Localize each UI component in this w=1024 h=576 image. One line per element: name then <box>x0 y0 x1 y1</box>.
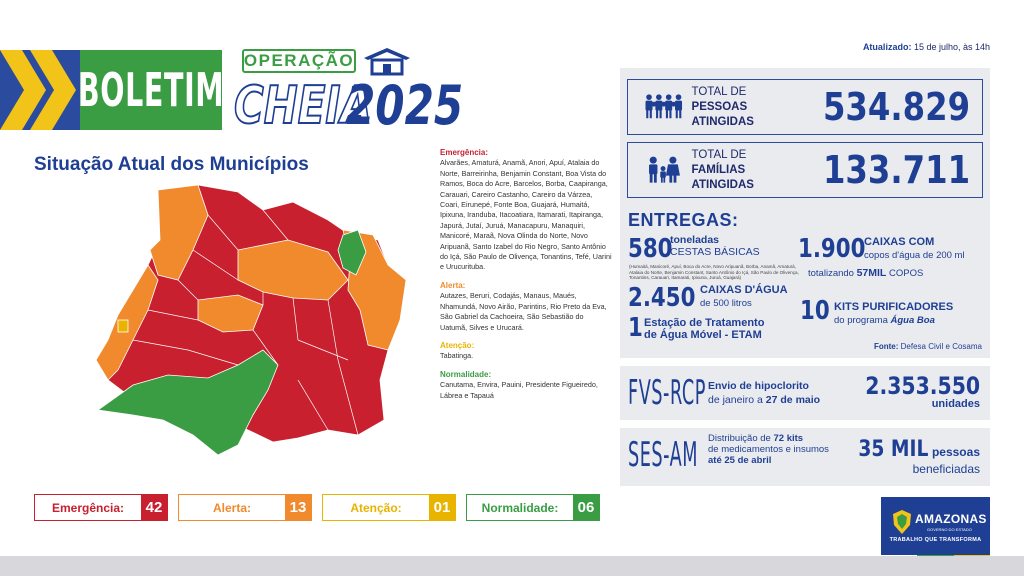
stat-familias-value: 133.711 <box>822 148 970 192</box>
alerta-heading: Alerta: <box>440 280 466 290</box>
house-icon <box>360 46 414 76</box>
caixas-agua-label-1: CAIXAS D'ÁGUA <box>700 284 788 296</box>
caixas-label-2: copos d'água de 200 ml <box>864 250 965 261</box>
stat-pessoas-value: 534.829 <box>822 85 970 129</box>
source-note: Fonte: Defesa Civil e Cosama <box>873 342 982 351</box>
fvs-rcp-value: 2.353.550 unidades <box>865 372 980 410</box>
legend-count: 06 <box>573 495 599 520</box>
fvs-rcp-code: FVS-RCP <box>628 373 706 413</box>
caixas-value: 1.900 <box>798 234 866 264</box>
caixas-label-1: CAIXAS COM <box>864 236 935 248</box>
operacao-label: OPERAÇÃO <box>242 49 356 73</box>
fvs-rcp-description: Envio de hipoclorito de janeiro a 27 de maio <box>708 380 821 406</box>
map-title: Situação Atual dos Municípios <box>34 154 309 175</box>
emergencia-list: Alvarães, Amaturá, Anamã, Anori, Apuí, Atalaia do Norte, Barreirinha, Benjamin Constant, Boa Vista do Ramos, Boca do Acre, Barcelos, Borba, Caapiranga, Carauari, Careiro Castanho, Careiro da Várzea, Coari, Eirunepé, Fonte Boa, Guajará, Humaitá, Ipixuna, Iranduba, Itacoatiara, Itamarati, Itapiranga, Japurá, Jutaí, Juruá, Manacapuru, Manaquiri, Manicoré, Maraã, Nova Olinda do Norte, Novo Aripuanã, Santo Izabel do Rio Negro, Santo Antônio do Içá, São Paulo de Olivença, Tonantins, Tefé, Uarini e Urucurituba. <box>440 158 612 272</box>
alerta-list: Autazes, Beruri, Codajás, Manaus, Maués, Nhamundá, Novo Airão, Parintins, Rio Preto da Eva, São Gabriel da Cachoeira, São Sebastião do Uatumã, Silves e Urucará. <box>440 291 607 332</box>
legend-normalidade <box>466 494 600 521</box>
legend-label: Alerta: <box>212 500 251 515</box>
amazonas-government-logo <box>881 497 990 561</box>
entrega-cestas <box>628 234 760 264</box>
normalidade-list: Canutama, Envira, Pauini, Presidente Figueiredo, Lábrea e Tapauá <box>440 380 598 400</box>
legend-atencao <box>322 494 456 521</box>
entrega-caixas <box>798 234 965 279</box>
logo-name: AMAZONAS <box>915 512 987 526</box>
entrega-caixas-agua <box>628 283 788 313</box>
ses-am-code: SES-AM <box>628 435 699 475</box>
year-title: 2025 <box>346 74 464 137</box>
cheia-title: CHEIA <box>234 76 372 136</box>
cestas-municipios-note: (Humaitá, Manicoré, Apuí, Boca do Acre, Novo Aripuanã, Borba, Anamã, Amaturá, Atalaia do Norte, Benjamin Constant, Santo Antônio do Içá, São Paulo de Olivença, Tonantins, Carauari, Itamarati, Ipixuna, Juruá, Guajará) <box>629 264 799 281</box>
emergencia-heading: Emergência: <box>440 148 489 157</box>
kits-label-1: KITS PURIFICADORES <box>834 301 954 313</box>
caixas-label-3: totalizando 57MIL COPOS <box>808 267 924 279</box>
legend-label: Emergência: <box>51 500 125 515</box>
ses-am-description: Distribuição de 72 kits de medicamentos e insumos até 25 de abril <box>708 433 829 466</box>
logo-gov: GOVERNO DO ESTADO <box>927 527 972 532</box>
entregas-heading: ENTREGAS: <box>628 210 739 230</box>
caixas-agua-value: 2.450 <box>628 283 696 313</box>
cestas-label: toneladas CESTAS BÁSICAS <box>670 234 760 258</box>
kits-label-2: do programa Água Boa <box>834 315 935 326</box>
atencao-heading: Atenção: <box>440 340 475 350</box>
caixas-agua-label-2: de 500 litros <box>700 298 752 309</box>
municipality-lists <box>440 148 612 409</box>
chevron-stripes-decoration <box>0 50 80 130</box>
legend-label: Normalidade: <box>481 500 559 515</box>
entrega-etam <box>628 313 765 343</box>
legend-emergencia <box>34 494 168 521</box>
stat-familias <box>627 142 983 198</box>
legend-label: Atenção: <box>350 500 402 515</box>
stat-pessoas <box>627 79 983 135</box>
legend-alerta <box>178 494 312 521</box>
logo-slogan: TRABALHO QUE TRANSFORMA <box>889 537 982 543</box>
stat-familias-label: TOTAL DE FAMÍLIAS ATINGIDAS <box>691 148 754 191</box>
amazonas-municipalities-map <box>88 180 418 460</box>
stat-pessoas-label: TOTAL DE PESSOAS ATINGIDAS <box>691 85 754 128</box>
ses-am-band <box>620 428 990 486</box>
ses-am-value: 35 MIL pessoas beneficiadas <box>858 437 980 476</box>
normalidade-heading: Normalidade: <box>440 369 492 379</box>
people-group-icon <box>642 87 686 127</box>
atencao-list: Tabatinga. <box>440 351 474 361</box>
state-emblem-icon <box>891 509 913 535</box>
entrega-kits <box>800 296 954 326</box>
fvs-rcp-band <box>620 366 990 420</box>
legend-count: 42 <box>141 495 167 520</box>
legend-count: 01 <box>429 495 455 520</box>
family-icon <box>642 150 686 190</box>
updated-timestamp: Atualizado: 15 de julho, às 14h <box>862 42 990 52</box>
etam-label: Estação de Tratamento de Água Móvel - ETAM <box>644 317 765 341</box>
footer-bar <box>0 556 1024 576</box>
etam-value: 1 <box>628 313 643 343</box>
kits-value: 10 <box>800 296 830 326</box>
map-region-atencao <box>118 320 128 332</box>
boletim-title: BOLETIM <box>80 50 222 130</box>
legend-count: 13 <box>285 495 311 520</box>
cestas-value: 580 <box>628 234 673 264</box>
